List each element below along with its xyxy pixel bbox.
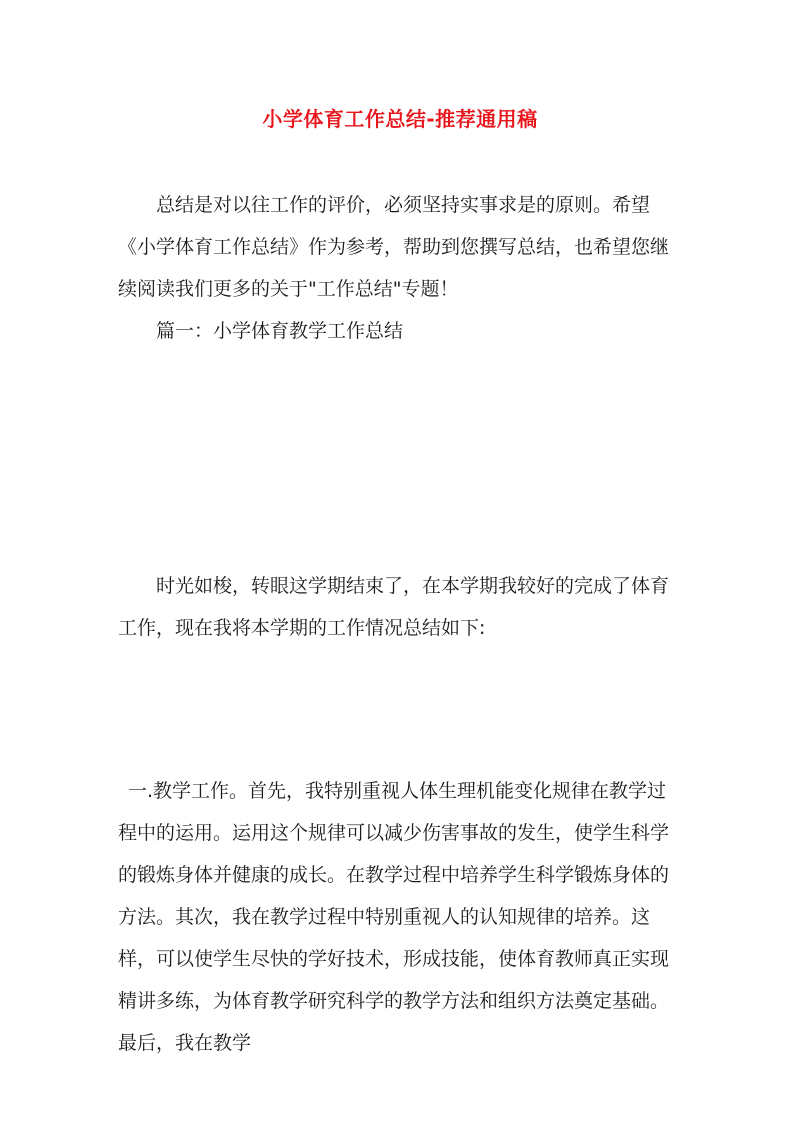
document-title: 小学体育工作总结-推荐通用稿 <box>262 107 538 131</box>
intro-paragraph: 总结是对以往工作的评价，必须坚持实事求是的原则。希望《小学体育工作总结》作为参考，帮助到您撰写总结，也希望您继续阅读我们更多的关于"工作总结"专题！ <box>118 194 670 300</box>
teaching-work-paragraph: 一.教学工作。首先，我特别重视人体生理机能变化规律在教学过程中的运用。运用这个规律可以减少伤害事故的发生，使学生科学的锻炼身体并健康的成长。在教学过程中培养学生科学锻炼身体的方法。其次，我在教学过程中特别重视人的认知规律的培养。这样，可以使学生尽快的学好技术，形成技能，使体育教师真正实现精讲多练，为体育教学研究科学的教学方法和组织方法奠定基础。最后，我在教学 <box>118 780 670 1054</box>
part-one-heading: 篇一：小学体育教学工作总结 <box>156 320 404 342</box>
opening-paragraph: 时光如梭，转眼这学期结束了，在本学期我较好的完成了体育工作，现在我将本学期的工作情况总结如下: <box>118 575 670 639</box>
